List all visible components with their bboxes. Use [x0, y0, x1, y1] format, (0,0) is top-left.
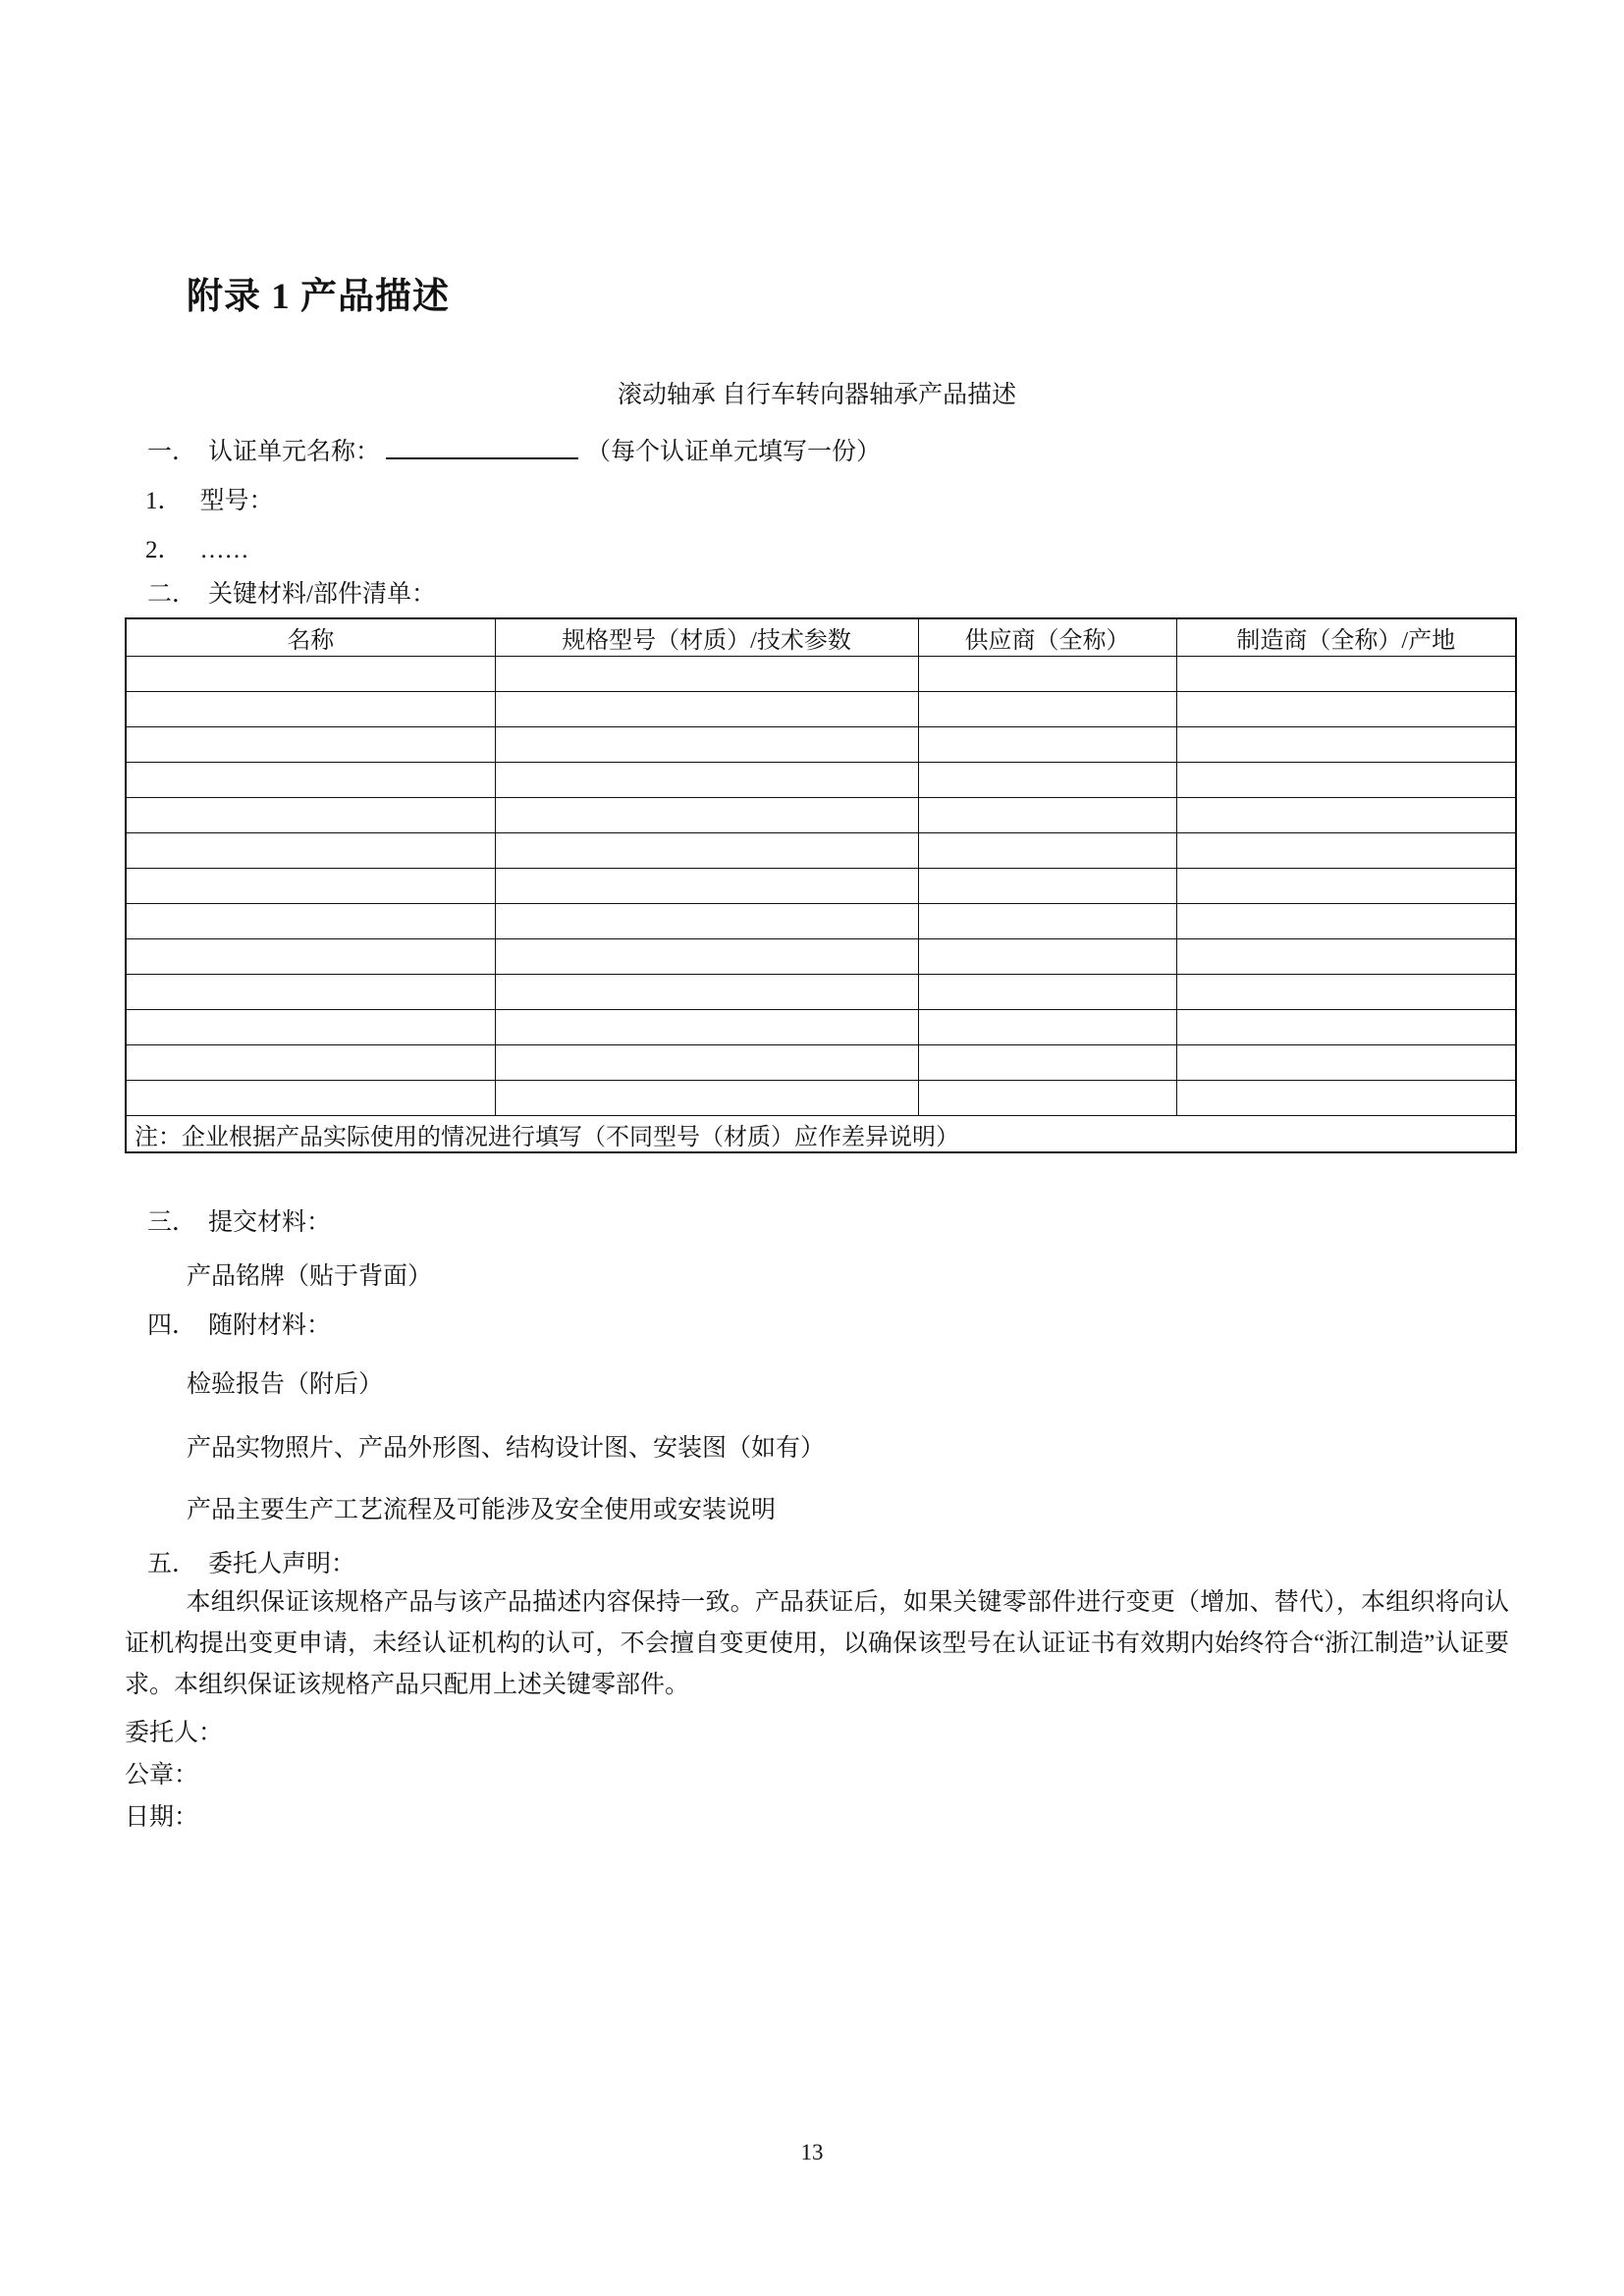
section2-marker: 二． [147, 581, 197, 608]
table-cell-empty [126, 727, 495, 763]
table-row [126, 798, 1516, 833]
submit-materials-label: 提交材料： [208, 1209, 332, 1236]
table-cell-empty [918, 657, 1176, 692]
table-cell-empty [126, 1081, 495, 1116]
ellipsis-line-text: …… [199, 537, 249, 563]
inspection-report-item: 检验报告（附后） [187, 1371, 384, 1398]
materials-table [125, 617, 1517, 1153]
table-row [126, 657, 1516, 692]
table-cell-empty [918, 1081, 1176, 1116]
table-cell-empty [1176, 833, 1516, 869]
table-row [126, 869, 1516, 904]
table-cell-empty [126, 869, 495, 904]
submit-materials-heading [125, 1208, 1509, 1238]
table-cell-empty [495, 692, 918, 727]
section1-marker: 一． [147, 439, 197, 465]
section3-marker: 三． [147, 1209, 197, 1236]
date-line: 日期： [125, 1804, 199, 1831]
table-cell-empty [918, 692, 1176, 727]
page-title: 附录 1 产品描述 [187, 277, 450, 317]
table-cell-empty [126, 975, 495, 1010]
table-cell-empty [1176, 904, 1516, 939]
table-cell-empty [1176, 1081, 1516, 1116]
table-cell-empty [126, 657, 495, 692]
materials-table-body [126, 657, 1516, 1116]
table-row [126, 1010, 1516, 1045]
table-cell-empty [918, 904, 1176, 939]
table-row [126, 763, 1516, 798]
table-row [126, 904, 1516, 939]
table-cell-empty [1176, 869, 1516, 904]
declaration-label: 委托人声明： [208, 1551, 356, 1577]
table-row [126, 975, 1516, 1010]
doc-subtitle: 滚动轴承 自行车转向器轴承产品描述 [617, 382, 1017, 408]
table-cell-empty [495, 904, 918, 939]
col-header-supplier: 供应商（全称） [918, 618, 1176, 657]
table-row [126, 727, 1516, 763]
table-cell-empty [495, 1010, 918, 1045]
table-cell-empty [918, 798, 1176, 833]
table-cell-empty [918, 975, 1176, 1010]
table-cell-empty [918, 727, 1176, 763]
table-cell-empty [918, 833, 1176, 869]
col-header-name: 名称 [126, 618, 495, 657]
section4-marker: 四． [147, 1312, 197, 1339]
section5-marker: 五． [147, 1551, 197, 1577]
nameplate-item: 产品铭牌（贴于背面） [187, 1263, 433, 1290]
table-cell-empty [126, 1010, 495, 1045]
blank-underline [386, 433, 578, 459]
model-line-marker: 1． [145, 488, 183, 514]
col-header-manufacturer: 制造商（全称）/产地 [1176, 618, 1516, 657]
table-cell-empty [495, 1081, 918, 1116]
table-cell-empty [918, 869, 1176, 904]
ellipsis-line [125, 536, 1509, 565]
table-cell-empty [495, 657, 918, 692]
product-photos-item: 产品实物照片、产品外形图、结构设计图、安装图（如有） [187, 1435, 826, 1462]
declaration-heading [125, 1550, 1509, 1579]
seal-line: 公章： [125, 1762, 199, 1789]
table-row [126, 1045, 1516, 1081]
table-cell-empty [126, 939, 495, 975]
cert-unit-line [125, 433, 1509, 467]
key-materials-label: 关键材料/部件清单： [208, 581, 436, 608]
table-cell-empty [1176, 798, 1516, 833]
cert-unit-suffix: （每个认证单元填写一份） [586, 439, 882, 465]
table-cell-empty [126, 798, 495, 833]
table-cell-empty [1176, 657, 1516, 692]
table-cell-empty [495, 727, 918, 763]
ellipsis-line-marker: 2． [145, 537, 183, 563]
table-cell-empty [918, 939, 1176, 975]
table-row [126, 939, 1516, 975]
table-cell-empty [495, 1045, 918, 1081]
cert-unit-label: 认证单元名称： [208, 439, 381, 465]
table-row [126, 1081, 1516, 1116]
table-row [126, 833, 1516, 869]
table-cell-empty [495, 833, 918, 869]
process-flow-item: 产品主要生产工艺流程及可能涉及安全使用或安装说明 [187, 1497, 777, 1523]
table-cell-empty [1176, 975, 1516, 1010]
table-cell-empty [126, 692, 495, 727]
table-cell-empty [495, 798, 918, 833]
model-line-label: 型号： [199, 488, 274, 514]
page-number: 13 [800, 2140, 824, 2164]
table-header-row [126, 618, 1516, 657]
table-cell-empty [495, 939, 918, 975]
table-cell-empty [918, 1045, 1176, 1081]
attached-materials-heading [125, 1311, 1509, 1341]
col-header-spec: 规格型号（材质）/技术参数 [495, 618, 918, 657]
table-cell-empty [1176, 939, 1516, 975]
table-cell-empty [1176, 1045, 1516, 1081]
table-cell-empty [1176, 1010, 1516, 1045]
table-cell-empty [1176, 763, 1516, 798]
table-row [126, 692, 1516, 727]
key-materials-heading [125, 580, 1509, 610]
declaration-text: 本组织保证该规格产品与该产品描述内容保持一致。产品获证后，如果关键零部件进行变更（增加、替代），本组织将向认证机构提出变更申请，未经认证机构的认可，不会擅自变更使用，以确保该型号在认证证书有效期内始终符合“浙江制造”认证要求。本组织保证该规格产品只配用上述关键零部件。 [125, 1589, 1509, 1698]
attached-materials-label: 随附材料： [208, 1312, 332, 1339]
consignor-line: 委托人： [125, 1720, 224, 1746]
table-cell-empty [495, 975, 918, 1010]
table-cell-empty [1176, 692, 1516, 727]
table-note: 注：企业根据产品实际使用的情况进行填写（不同型号（材质）应作差异说明） [126, 1116, 1516, 1153]
table-note-row [126, 1116, 1516, 1153]
table-cell-empty [918, 763, 1176, 798]
table-cell-empty [126, 904, 495, 939]
model-line [125, 487, 1509, 516]
table-cell-empty [495, 763, 918, 798]
table-cell-empty [126, 763, 495, 798]
table-cell-empty [495, 869, 918, 904]
table-cell-empty [126, 1045, 495, 1081]
table-cell-empty [1176, 727, 1516, 763]
table-cell-empty [918, 1010, 1176, 1045]
table-cell-empty [126, 833, 495, 869]
